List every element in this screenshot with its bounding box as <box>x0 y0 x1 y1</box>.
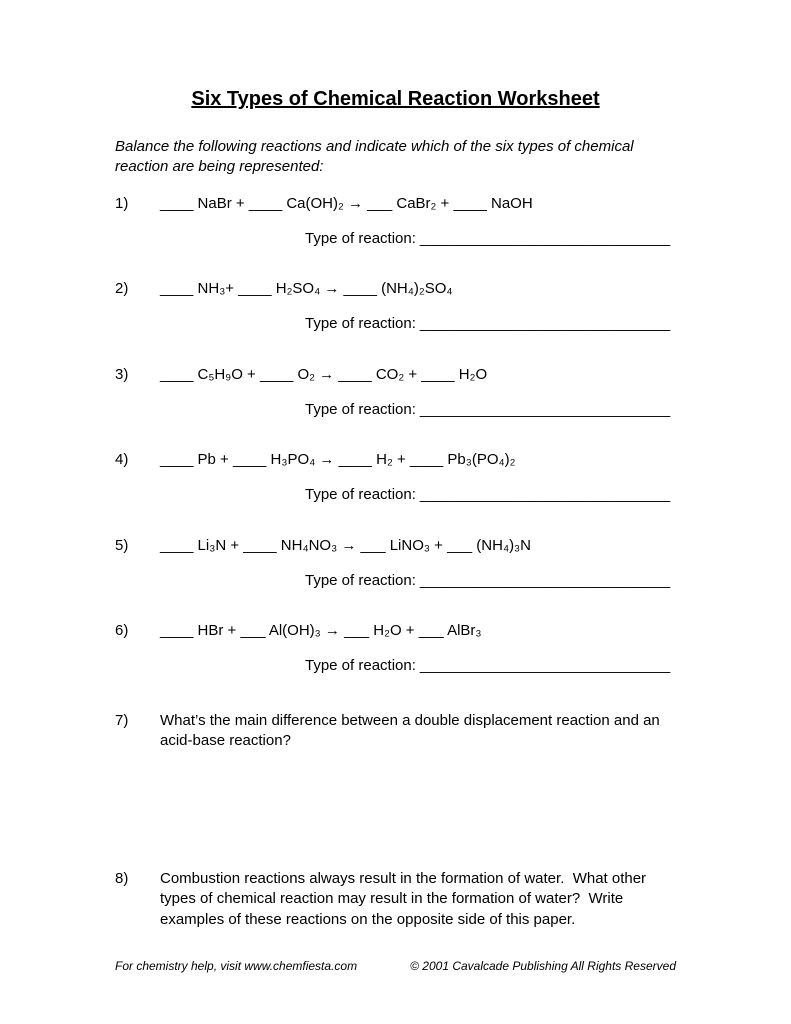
question-equation: ____ Li₃N + ____ NH₄NO₃ → ___ LiNO₃ + ___ (NH₄)₃N <box>160 536 532 554</box>
question-number: 4) <box>115 451 129 468</box>
question-number: 2) <box>115 280 129 297</box>
question-text: Combustion reactions always result in the formation of water. What other types of chemical reaction may result in the formation of water? Write examples of these reactions on the opposite side of this paper. <box>160 870 651 928</box>
question-number: 7) <box>115 711 129 729</box>
type-of-reaction-row <box>115 400 676 420</box>
question-number: 5) <box>115 536 129 554</box>
question-row <box>115 450 676 470</box>
answer-blank-line: ______________________________ <box>419 400 671 418</box>
question-5 <box>115 536 676 592</box>
question-number: 1) <box>115 194 129 212</box>
question-row <box>115 536 676 556</box>
question-text: What’s the main difference between a double displacement reaction and an acid-base reaction? <box>160 711 664 749</box>
answer-blank-line: ______________________________ <box>419 315 671 333</box>
question-number: 6) <box>115 622 129 639</box>
question-row <box>115 869 676 930</box>
question-row <box>115 279 676 299</box>
question-row <box>115 621 676 641</box>
question-equation: ____ NaBr + ____ Ca(OH)₂ → ___ CaBr₂ + ____ NaOH <box>160 194 533 212</box>
answer-blank-line: ______________________________ <box>419 229 671 247</box>
type-of-reaction-row <box>115 229 676 249</box>
question-2 <box>115 279 676 335</box>
type-of-reaction-row <box>115 485 676 505</box>
footer-left-text: For chemistry help, visit www.chemfiesta.com <box>115 959 358 973</box>
question-row <box>115 365 676 385</box>
type-of-reaction-label: Type of reaction: <box>305 400 416 418</box>
question-3 <box>115 365 676 421</box>
type-of-reaction-label: Type of reaction: <box>305 486 416 504</box>
type-of-reaction-label: Type of reaction: <box>305 657 416 675</box>
type-of-reaction-label: Type of reaction: <box>305 229 416 247</box>
type-of-reaction-row <box>115 656 676 676</box>
question-number: 8) <box>115 870 129 887</box>
question-equation: ____ C₅H₉O + ____ O₂ → ____ CO₂ + ____ H₂O <box>160 365 488 383</box>
footer-right-text: © 2001 Cavalcade Publishing All Rights Reserved <box>410 959 676 973</box>
question-8 <box>115 869 676 930</box>
question-6 <box>115 621 676 677</box>
type-of-reaction-label: Type of reaction: <box>305 315 416 333</box>
question-equation: ____ Pb + ____ H₃PO₄ → ____ H₂ + ____ Pb₃(PO₄)₂ <box>160 451 516 468</box>
answer-blank-line: ______________________________ <box>419 657 671 675</box>
type-of-reaction-row <box>115 571 676 591</box>
question-4 <box>115 450 676 506</box>
question-equation: ____ HBr + ___ Al(OH)₃ → ___ H₂O + ___ AlBr₃ <box>160 622 482 639</box>
question-1 <box>115 194 676 250</box>
page-footer <box>115 958 676 974</box>
question-row <box>115 711 676 752</box>
worksheet-title: Six Types of Chemical Reaction Worksheet <box>191 88 600 110</box>
type-of-reaction-row <box>115 314 676 334</box>
question-number: 3) <box>115 365 129 383</box>
question-row <box>115 194 676 214</box>
question-7 <box>115 711 676 752</box>
question-equation: ____ NH₃+ ____ H₂SO₄ → ____ (NH₄)₂SO₄ <box>160 280 453 297</box>
type-of-reaction-label: Type of reaction: <box>305 571 416 589</box>
answer-blank-line: ______________________________ <box>419 486 671 504</box>
answer-blank-line: ______________________________ <box>419 571 671 589</box>
instructions-text: Balance the following reactions and indicate which of the six types of chemical reaction are being represented: <box>115 138 638 176</box>
